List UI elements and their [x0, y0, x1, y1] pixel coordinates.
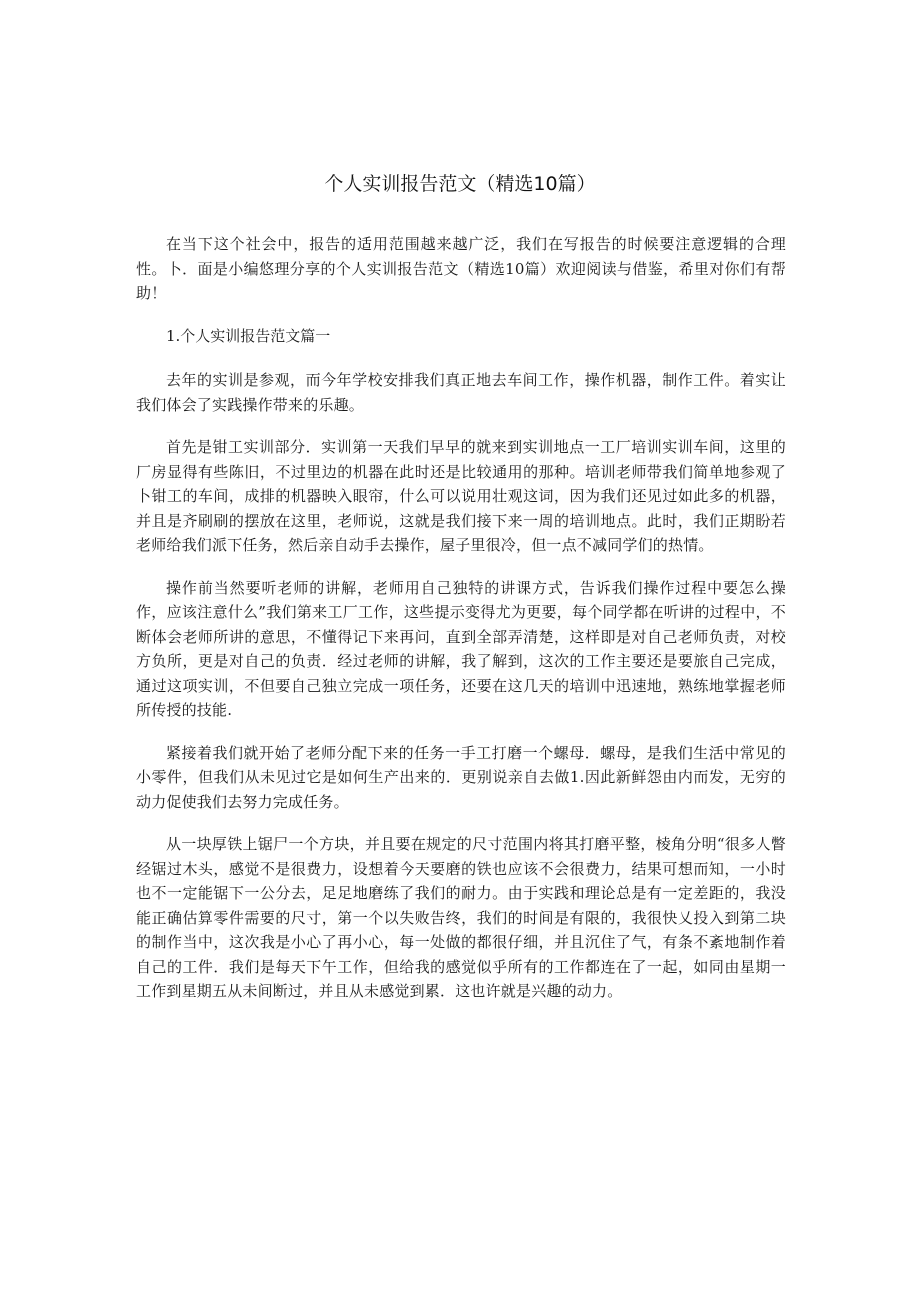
- body-paragraph: 操作前当然要听老师的讲解，老师用自己独特的讲课方式，告诉我们操作过程中要怎么操作，应该注意什么”我们第来工厂工作，这些提示变得尤为更要，每个同学都在听讲的过程中，不断体会老师所讲的意思，不懂得记下来再问，直到全部弄清楚，这样即是对自己老师负责，对校方负所，更是对自己的负责．经过老师的讲解，我了解到，这次的工作主要还是要旅自己完成，通过这项实训，不但要自己独立完成一项任务，还要在这几天的培训中迅速地，熟练地掌握老师所传授的技能.: [136, 578, 786, 719]
- body-paragraph: 去年的实训是参观，而今年学校安排我们真正地去车间工作，操作机器，制作工件。着实让我们体会了实践操作带来的乐趣。: [136, 371, 786, 414]
- body-paragraph: 首先是钳工实训部分．实训第一天我们早早的就来到实训地点一工厂培训实训车间，这里的厂房显得有些陈旧，不过里边的机器在此时还是比较通用的那种。培训老师带我们简单地参观了卜钳工的车间，成排的机器映入眼帘，什么可以说用壮观这词，因为我们还见过如此多的机器，并且是齐刷刷的摆放在这里，老师说，这就是我们接下来一周的培训地点。此时，我们正期盼若老师给我们派下任务，然后亲自动手去操作，屋子里很冷，但一点不减同学们的热情。: [136, 438, 786, 554]
- section-heading: 1.个人实训报告范文篇一: [166, 326, 331, 345]
- document-body: [136, 232, 786, 1022]
- body-paragraph: 从一块厚铁上锯尸一个方块，并且要在规定的尺寸范围内将其打磨平整，棱角分明“很多人瞥经锯过木头，感觉不是很费力，设想着今天要磨的铁也应该不会很费力，结果可想而知，一小时也不一定能锯下一公分去，足足地磨练了我们的耐力。由于实践和理论总是有一定差距的，我没能正确估算零件需要的尺寸，第一个以失败告终，我们的时间是有限的，我很快乂投入到第二块的制作当中，这次我是小心了再小心，每一处做的都很仔细，并且沉住了气，有条不紊地制作着自己的工件．我们是每天下午工作，但给我的感觉似乎所有的工作都连在了一起，如同由星期一工作到星期五从未间断过，并且从未感觉到累．这也许就是兴趣的动力。: [136, 835, 786, 1000]
- document-title: 个人实训报告范文（精选10篇）: [324, 173, 596, 195]
- intro-paragraph: 在当下这个社会中，报告的适用范围越来越广泛，我们在写报告的时候要注意逻辑的合理性。卜．面是小编悠理分享的个人实训报告范文（精选10篇）欢迎阅读与借鉴，希里对你们有帮助！: [136, 235, 786, 302]
- body-paragraph: 紧接着我们就开始了老师分配下来的任务一手工打磨一个螺母．螺母，是我们生活中常见的小零件，但我们从未见过它是如何生产出来的．更别说亲自去做1.因此新鲜怨由内而发，无穷的动力促使我们去努力完成任务。: [136, 743, 786, 811]
